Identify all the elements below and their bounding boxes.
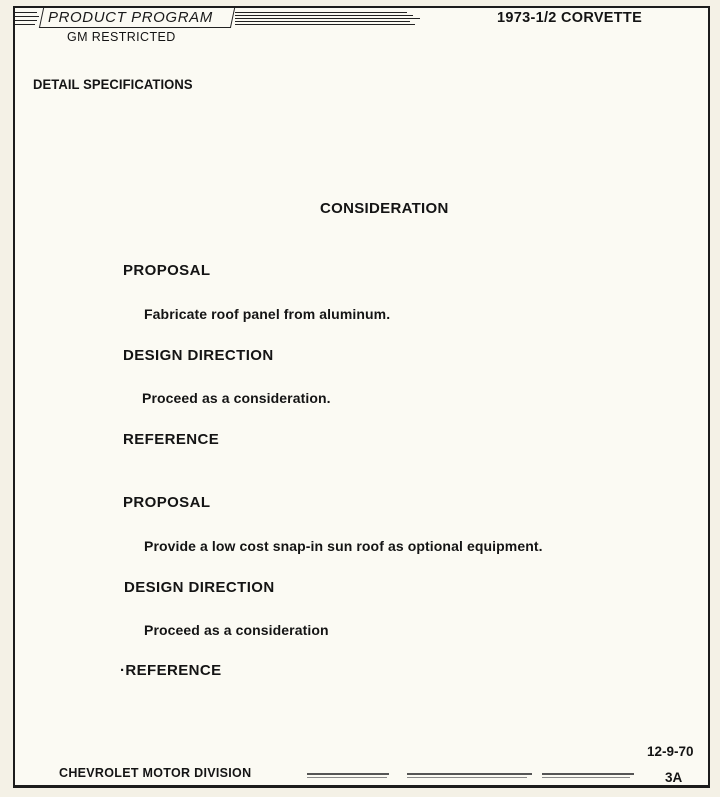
model-title: 1973-1/2 CORVETTE [497,10,643,26]
proposal-heading: PROPOSAL [123,262,211,279]
proposal-text: Fabricate roof panel from aluminum. [144,306,391,322]
design-direction-text: Proceed as a consideration [144,622,329,638]
footer-rule [407,773,532,775]
design-direction-text: Proceed as a consideration. [142,390,331,406]
reference-heading: REFERENCE [123,431,220,448]
document-page [13,6,710,788]
section-title: DETAIL SPECIFICATIONS [33,76,193,92]
proposal-text: Provide a low cost snap-in sun roof as optional equipment. [144,538,543,554]
category-title: CONSIDERATION [320,200,449,217]
division-name: CHEVROLET MOTOR DIVISION [59,766,252,780]
footer-rule [307,777,387,778]
footer-rule [407,777,527,778]
page-number: 3A [665,770,683,785]
document-date: 12-9-70 [647,744,694,759]
design-direction-heading: DESIGN DIRECTION [124,579,275,596]
footer-rule [307,773,389,775]
proposal-heading: PROPOSAL [123,494,211,511]
reference-heading: ·REFERENCE [120,662,222,679]
program-title: PRODUCT PROGRAM [48,9,213,26]
footer-rule [542,777,630,778]
design-direction-heading: DESIGN DIRECTION [123,347,274,364]
restriction-label: GM RESTRICTED [67,30,176,44]
footer-rule [542,773,634,775]
